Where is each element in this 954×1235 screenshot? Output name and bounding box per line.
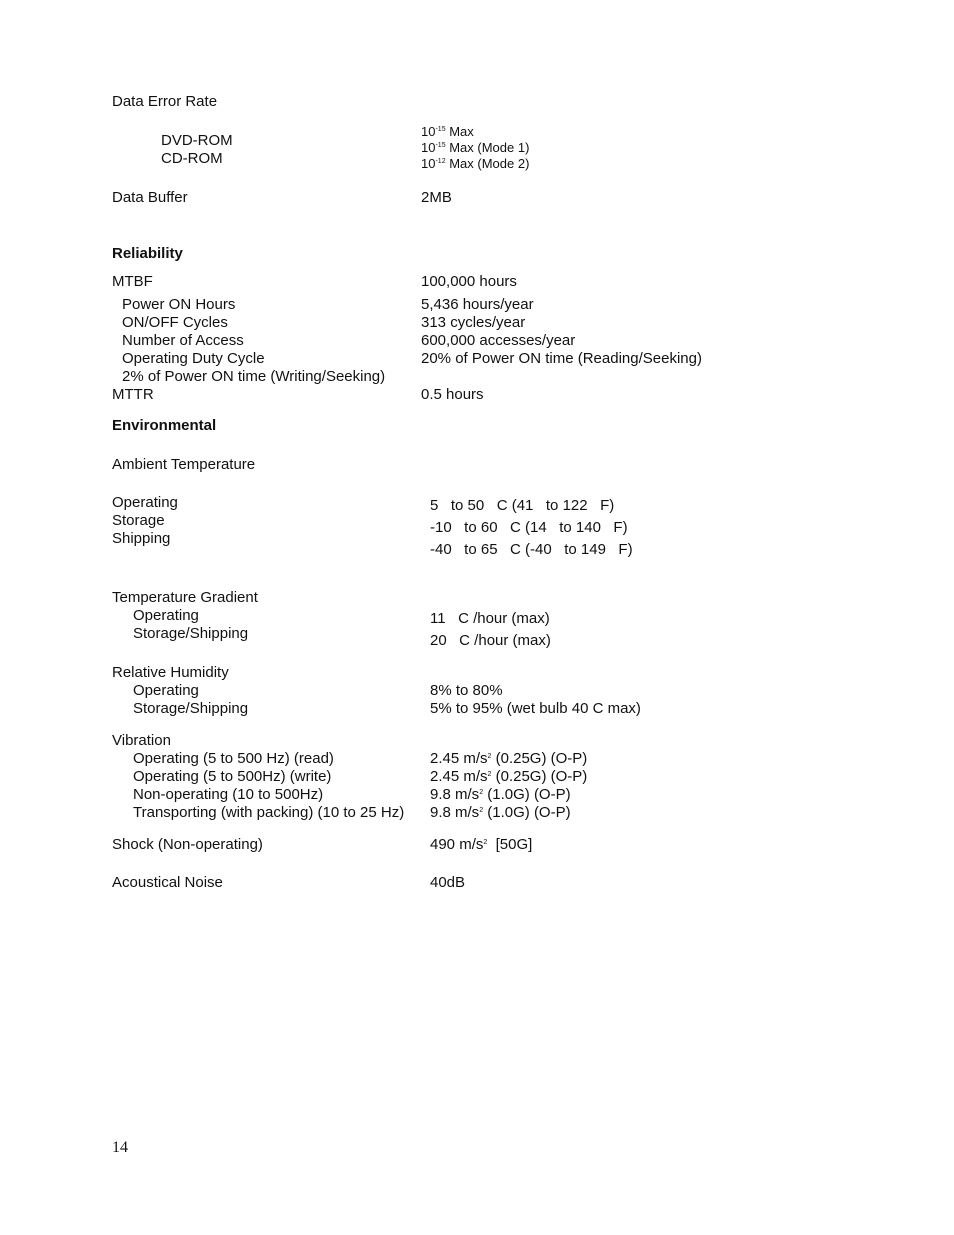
vibration-row-value: 2.45 $m/s^2$ (0.25G) (O-P) [430, 768, 588, 785]
shock-value: 490 $m/s^2$ [50G] [430, 836, 533, 853]
humidity-row-value: 8% to 80% [430, 682, 503, 699]
gradient-row-label: Operating [133, 607, 199, 624]
mttr-value: 0.5 hours [421, 386, 484, 403]
gradient-row-value: 11 C /hour (max) [430, 610, 550, 627]
ambient-row-label: Storage [112, 512, 165, 529]
relative-humidity-heading: Relative Humidity [112, 664, 229, 681]
vibration-row-label: Non-operating (10 to 500Hz) [133, 786, 324, 803]
reliability-row-label: ON/OFF Cycles [122, 314, 228, 331]
temperature-gradient-heading: Temperature Gradient [112, 589, 258, 606]
reliability-row-value: 20% of Power ON time (Reading/Seeking) [421, 350, 702, 367]
reliability-row-label: Operating Duty Cycle [122, 350, 265, 367]
mtbf-label: MTBF [112, 273, 153, 290]
reliability-row-label: Power ON Hours [122, 296, 236, 313]
error-rate-value-3: $10^{-12}$ Max (Mode 2) [421, 156, 530, 171]
environmental-heading: Environmental [112, 417, 217, 434]
reliability-row-value: 313 cycles/year [421, 314, 526, 331]
vibration-row-label: Transporting (with packing) (10 to 25 Hz) [133, 804, 405, 821]
reliability-heading: Reliability [112, 245, 183, 262]
vibration-row-label: Operating (5 to 500Hz) (write) [133, 768, 332, 785]
ambient-row-value: 5 to 50 C (41 to 122 F) [430, 497, 615, 514]
ambient-row-value: -10 to 60 C (14 to 140 F) [430, 519, 628, 536]
reliability-row-label: Number of Access [122, 332, 244, 349]
page-number: 14 [112, 1139, 128, 1156]
gradient-row-label: Storage/Shipping [133, 625, 249, 642]
mtbf-value: 100,000 hours [421, 273, 517, 290]
dvd-rom-label: DVD-ROM [161, 132, 233, 149]
ambient-row-label: Operating [112, 494, 178, 511]
acoustical-noise-label: Acoustical Noise [112, 874, 223, 891]
data-error-rate-heading: Data Error Rate [112, 93, 218, 110]
data-buffer-value: 2MB [421, 189, 452, 206]
vibration-row-value: 9.8 $m/s^2$ (1.0G) (O-P) [430, 804, 571, 821]
mttr-label: MTTR [112, 386, 154, 403]
vibration-row-value: 9.8 $m/s^2$ (1.0G) (O-P) [430, 786, 571, 803]
humidity-row-value: 5% to 95% (wet bulb 40 C max) [430, 700, 641, 717]
vibration-heading: Vibration [112, 732, 171, 749]
duty-cycle-extra-line: 2% of Power ON time (Writing/Seeking) [122, 368, 386, 385]
ambient-row-label: Shipping [112, 530, 171, 547]
reliability-row-value: 5,436 hours/year [421, 296, 534, 313]
ambient-row-value: -40 to 65 C (-40 to 149 F) [430, 541, 633, 558]
gradient-row-value: 20 C /hour (max) [430, 632, 551, 649]
humidity-row-label: Storage/Shipping [133, 700, 249, 717]
shock-label: Shock (Non-operating) [112, 836, 263, 853]
ambient-temperature-heading: Ambient Temperature [112, 456, 256, 473]
vibration-row-value: 2.45 $m/s^2$ (0.25G) (O-P) [430, 750, 588, 767]
vibration-row-label: Operating (5 to 500 Hz) (read) [133, 750, 334, 767]
error-rate-value-1: $10^{-15}$ Max [421, 124, 474, 139]
humidity-row-label: Operating [133, 682, 199, 699]
acoustical-noise-value: 40dB [430, 874, 466, 891]
error-rate-value-2: $10^{-15}$ Max (Mode 1) [421, 140, 530, 155]
data-buffer-label: Data Buffer [112, 189, 188, 206]
reliability-row-value: 600,000 accesses/year [421, 332, 576, 349]
cd-rom-label: CD-ROM [161, 150, 223, 167]
